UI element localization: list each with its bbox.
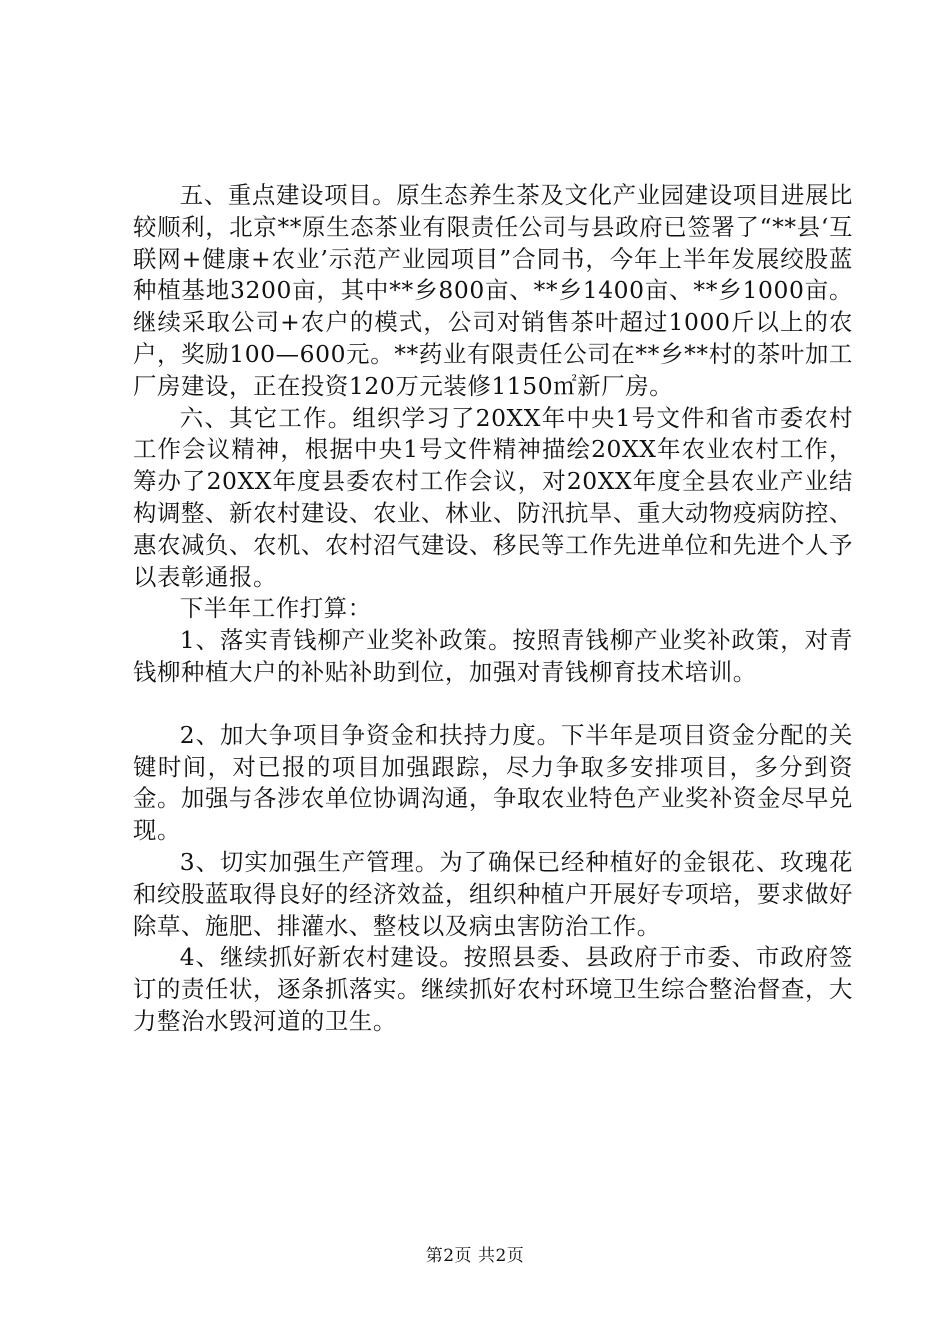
paragraph-plan-item-1: 1、落实青钱柳产业奖补政策。按照青钱柳产业奖补政策，对青钱柳种植大户的补贴补助到位，加强对青钱柳育技术培训。: [133, 626, 853, 686]
paragraph-other-work: 六、其它工作。组织学习了20XX年中央1号文件和省市委农村工作会议精神，根据中央1号文件精神描绘20XX年农业农村工作，筹办了20XX年度县委农村工作会议，对20XX年度全县农业产业结构调整、新农村建设、农业、林业、防汛抗旱、重大动物疫病防控、惠农减负、农机、农村沼气建设、移民等工作先进单位和先进个人予以表彰通报。: [133, 403, 853, 591]
paragraph-gap: [133, 689, 853, 720]
paragraph-key-projects: 五、重点建设项目。原生态养生茶及文化产业园建设项目进展比较顺利，北京**原生态茶业有限责任公司与县政府已签署了“**县‘互联网+健康+农业’示范产业园项目”合同书，今年上半年发展绞股蓝种植基地3200亩，其中**乡800亩、**乡1400亩、**乡1000亩。继续采取公司+农户的模式，公司对销售茶叶超过1000斤以上的农户，奖励100—600元。**药业有限责任公司在**乡**村的茶叶加工厂房建设，正在投资120万元装修1150㎡新厂房。: [133, 181, 853, 400]
paragraph-second-half-plan-heading: 下半年工作打算：: [179, 594, 372, 623]
document-body: [133, 180, 853, 1038]
paragraph-plan-item-4: 4、继续抓好新农村建设。按照县委、县政府于市委、市政府签订的责任状，逐条抓落实。继续抓好农村环境卫生综合整治督查，大力整治水毁河道的卫生。: [133, 943, 853, 1035]
page-number-footer: 第2页 共2页: [425, 1246, 525, 1266]
paragraph-plan-item-3: 3、切实加强生产管理。为了确保已经种植好的金银花、玫瑰花和绞股蓝取得良好的经济效益，组织种植户开展好专项培，要求做好除草、施肥、排灌水、整枝以及病虫害防治工作。: [133, 847, 853, 940]
paragraph-plan-item-2: 2、加大争项目争资金和扶持力度。下半年是项目资金分配的关键时间，对已报的项目加强跟踪，尽力争取多安排项目，多分到资金。加强与各涉农单位协调沟通，争取农业特色产业奖补资金尽早兑现。: [133, 720, 853, 845]
